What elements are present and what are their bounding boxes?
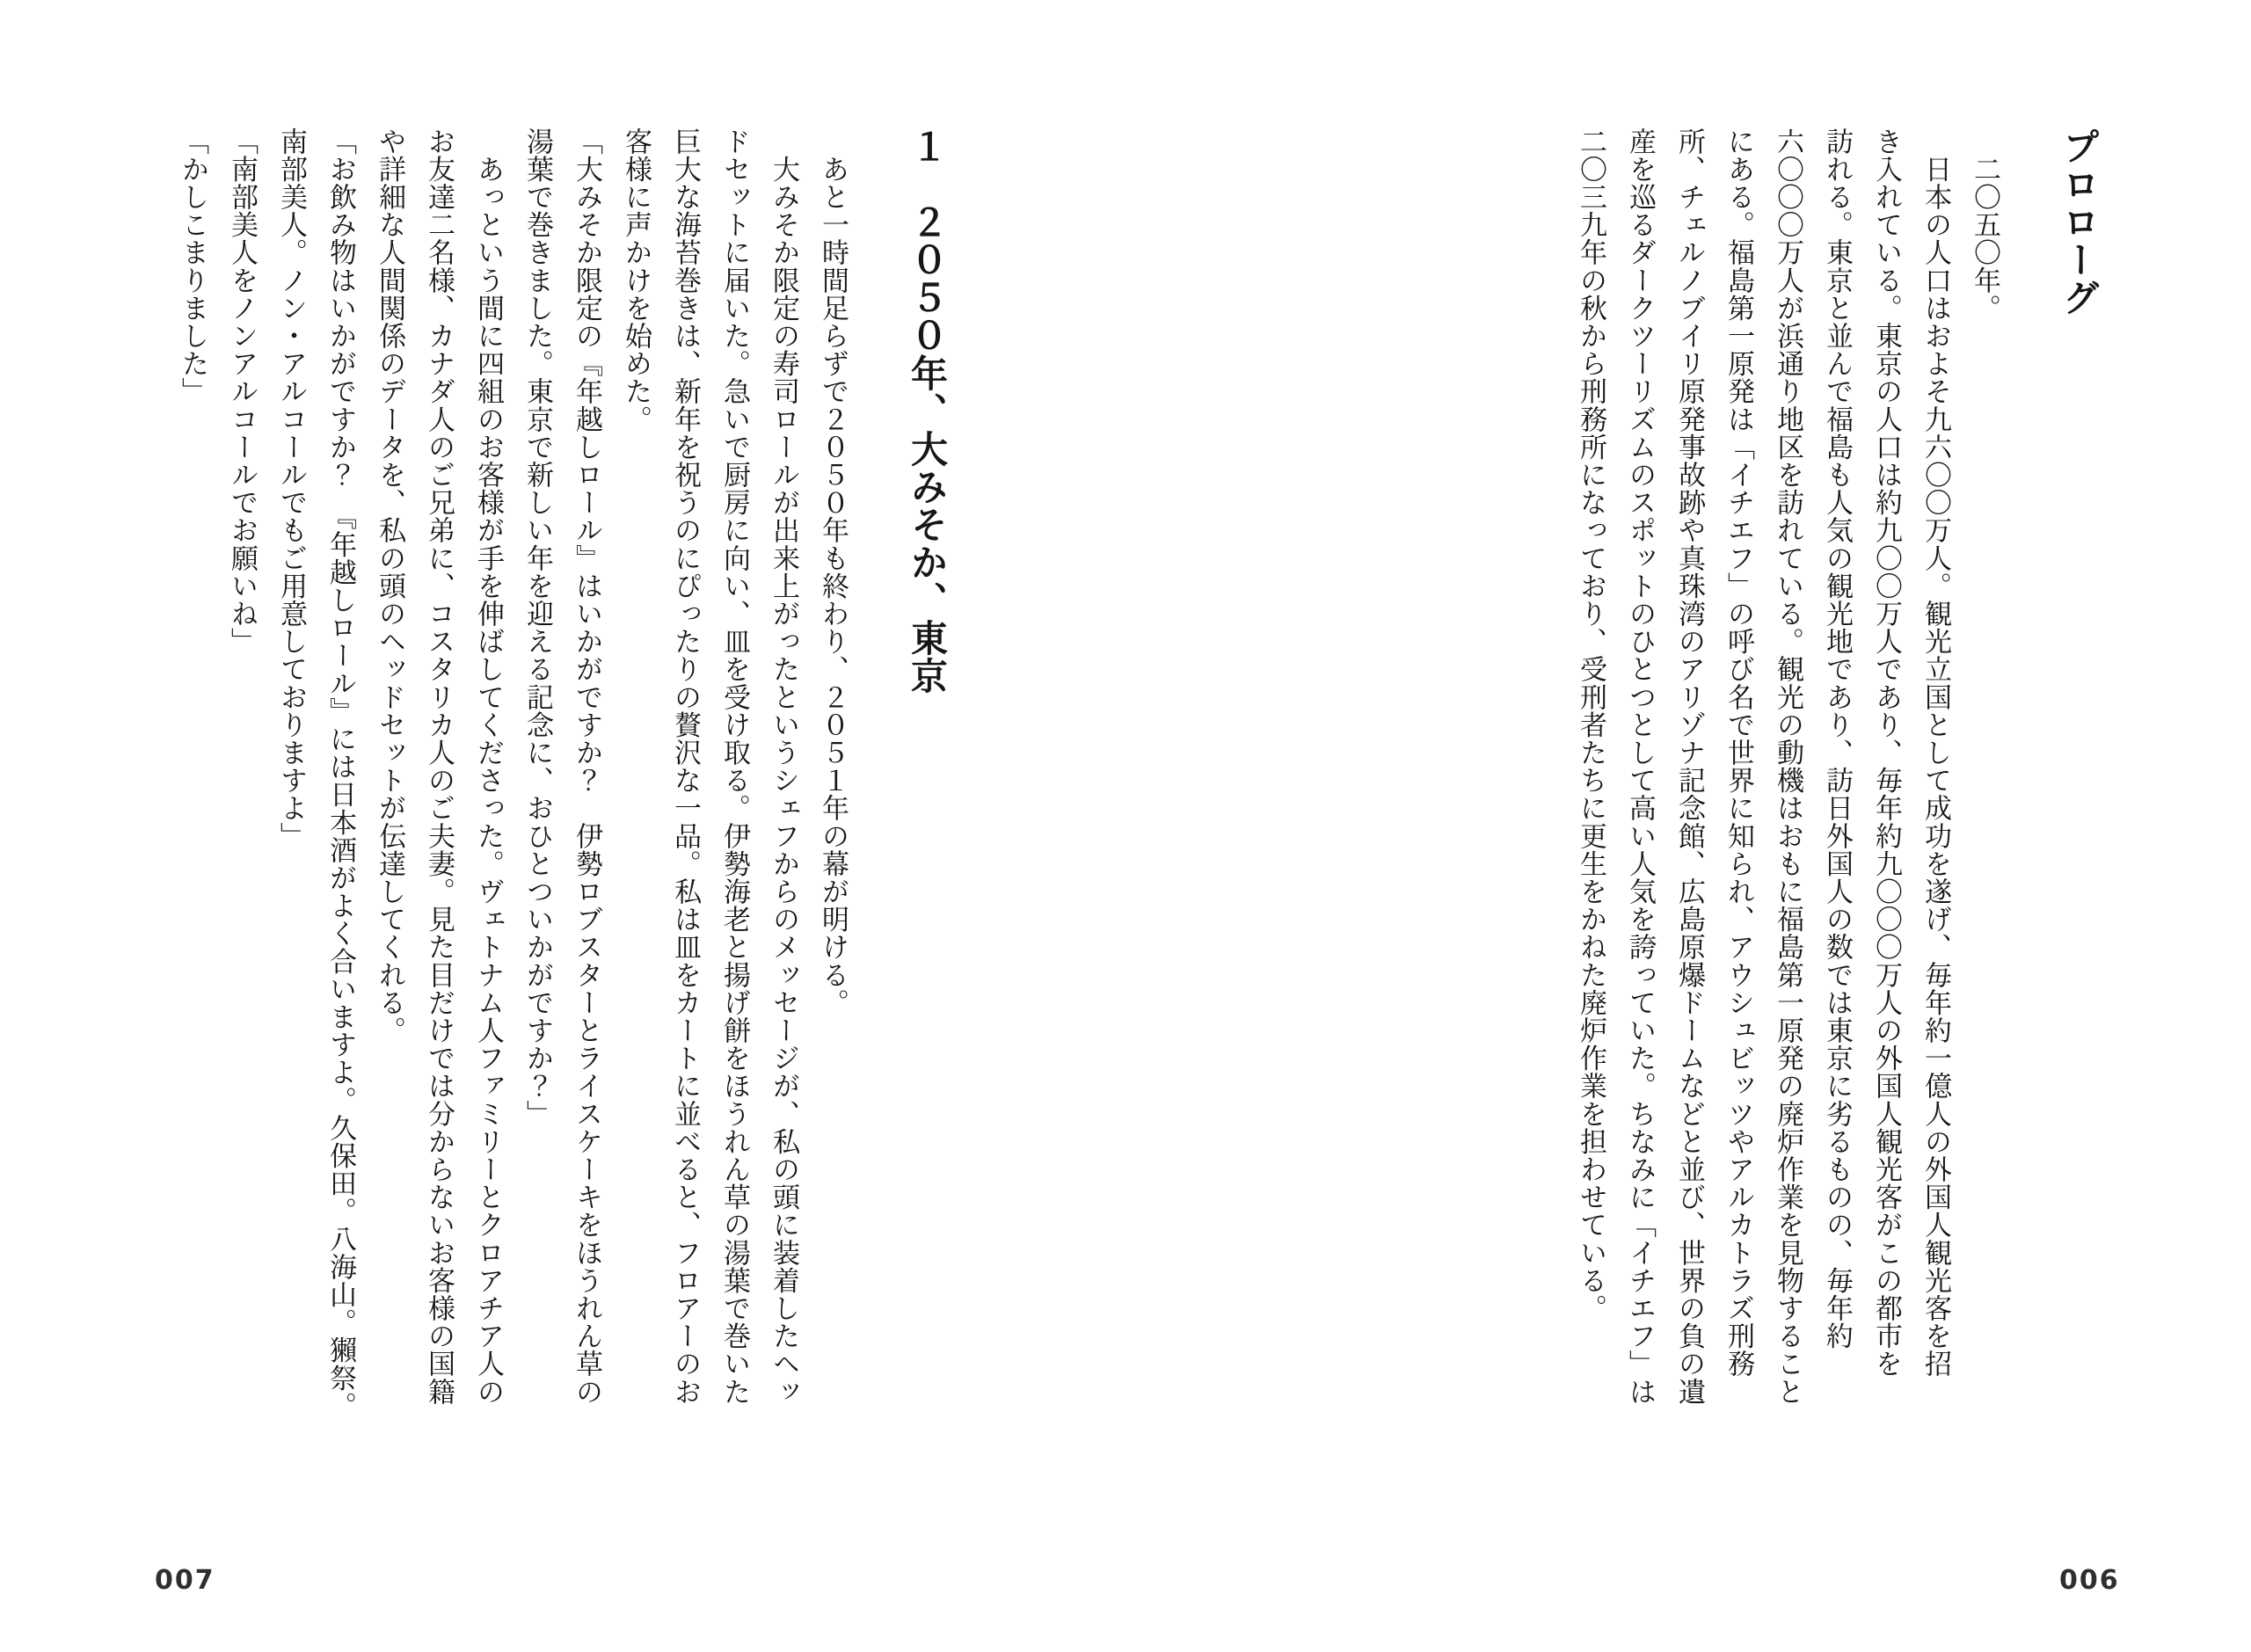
page-number-007: 007 [155,1565,215,1596]
text-line: 「南部美人をノンアルコールでお願いね」 [227,127,258,656]
text-line: 六〇〇〇万人が浜通り地区を訪れている。観光の動機はおもに福島第一原発の廃炉作業を見物すること [1773,127,1803,1406]
text-line: あと一時間足らずで２０５０年も終わり、２０５１年の幕が明ける。 [818,127,849,1017]
text-line: 南部美人。ノン・アルコールでもご用意しておりますよ」 [276,127,307,850]
text-line: 「大みそか限定の『年越しロール』はいかがですか？ 伊勢ロブスターとライスケーキをほうれん草の [572,127,602,1406]
left-page-text-block [168,127,954,1499]
text-line: 大みそか限定の寿司ロールが出来上がったというシェフからのメッセージが、私の頭に装着したヘッ [769,127,799,1406]
chapter-title: １ ２０５０年、大みそか、東京 [907,127,948,695]
text-line: 産を巡るダークツーリズムのスポットのひとつとして高い人気を誇っていた。ちなみに「イチエフ」は [1625,127,1656,1406]
text-line: 「お飲み物はいかがですか？ 『年越しロール』には日本酒がよく合いますよ。久保田。八海山。獺祭。 [325,127,356,1420]
right-page-text-block [1566,127,2106,1499]
text-line: 「かしこまりました」 [178,127,208,405]
text-line: 二〇三九年の秋から刑務所になっており、受刑者たちに更生をかねた廃炉作業を担わせている。 [1576,127,1606,1322]
text-line: 客様に声かけを始めた。 [621,127,652,433]
text-line: 日本の人口はおよそ九六〇〇万人。観光立国として成功を遂げ、毎年約一億人の外国人観光客を招 [1920,127,1951,1378]
text-line: ドセットに届いた。急いで厨房に向い、皿を受け取る。伊勢海老と揚げ餅をほうれん草の湯葉で巻いた [719,127,750,1406]
text-line: き入れている。東京の人口は約九〇〇万人であり、毎年約九〇〇〇万人の外国人観光客がこの都市を [1871,127,1902,1378]
prologue-title: プロローグ [2058,127,2100,317]
text-line: 湯葉で巻きました。東京で新しい年を迎える記念に、おひとついかがですか？」 [522,127,553,1128]
text-line: にある。福島第一原発は「イチエフ」の呼び名で世界に知られ、アウシュビッツやアルカトラズ刑務 [1723,127,1754,1378]
text-line: 巨大な海苔巻きは、新年を祝うのにぴったりの贅沢な一品。私は皿をカートに並べると、フロアーのお [670,127,701,1406]
text-line: や詳細な人間関係のデータを、私の頭のヘッドセットが伝達してくれる。 [375,127,405,1044]
text-line: あっという間に四組のお客様が手を伸ばしてくださった。ヴェトナム人ファミリーとクロアチア人の [473,127,504,1406]
text-line: お友達二名様、カナダ人のご兄弟に、コスタリカ人のご夫妻。見た目だけでは分からないお客様の国籍 [424,127,455,1406]
text-line: 二〇五〇年。 [1970,127,2000,323]
text-line: 所、チェルノブイリ原発事故跡や真珠湾のアリゾナ記念館、広島原爆ドームなどと並び、世界の負の遺 [1674,127,1705,1406]
page-number-006: 006 [2059,1565,2120,1596]
text-line: 訪れる。東京と並んで福島も人気の観光地であり、訪日外国人の数では東京に劣るものの、毎年約 [1822,127,1853,1350]
